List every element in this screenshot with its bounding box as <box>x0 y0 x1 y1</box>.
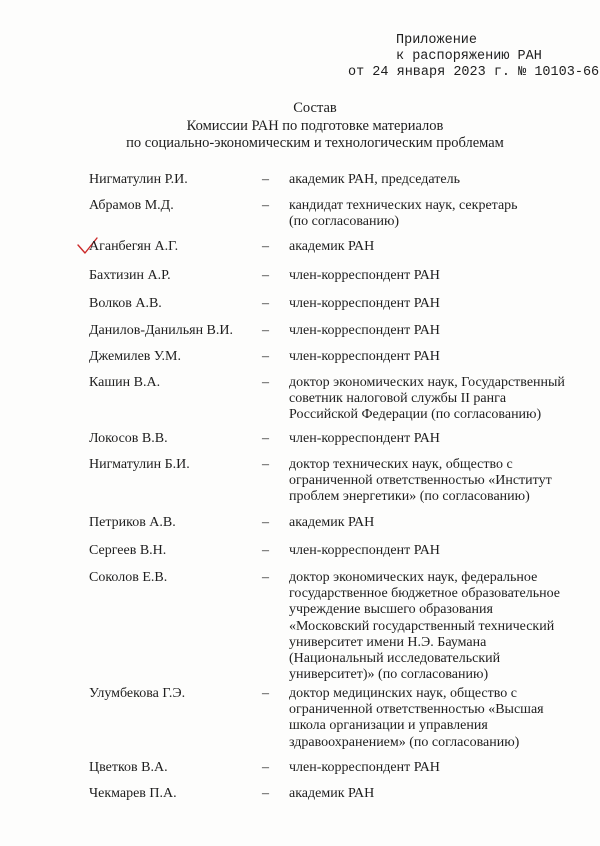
document-heading <box>100 100 530 153</box>
member-name: Бахтизин А.Р. <box>89 268 171 283</box>
member-role <box>289 786 584 802</box>
dash-separator: – <box>262 457 269 472</box>
appendix-order-date: от 24 января 2023 г. № 10103-66 <box>348 65 600 80</box>
member-role-line: академик РАН, председатель <box>289 172 460 187</box>
dash-separator: – <box>262 268 269 283</box>
dash-separator: – <box>262 431 269 446</box>
dash-separator: – <box>262 296 269 311</box>
member-role-line: Российской Федерации (по согласованию) <box>289 407 542 423</box>
member-role <box>289 543 584 559</box>
member-role-line: член-корреспондент РАН <box>289 431 440 446</box>
member-role-line: член-корреспондент РАН <box>289 349 440 364</box>
member-name: Кашин В.А. <box>89 375 161 390</box>
member-name: Петриков А.В. <box>89 515 176 530</box>
dash-separator: – <box>262 515 269 530</box>
heading-line-3: по социально-экономическим и технологическим проблемам <box>126 135 504 151</box>
heading-line-1: Состав <box>293 100 337 116</box>
member-role-line: ограниченной ответственностью «Высшая <box>289 702 544 718</box>
dash-separator: – <box>262 760 269 775</box>
member-role-line: советник налоговой службы II ранга <box>289 391 507 407</box>
dash-separator: – <box>262 375 269 390</box>
member-role <box>289 172 584 188</box>
member-name: Чекмарев П.А. <box>89 786 177 801</box>
member-name: Сергеев В.Н. <box>89 543 167 558</box>
member-role-line: здравоохранением» (по согласованию) <box>289 734 520 750</box>
member-role-line: государственное бюджетное образовательное <box>289 586 561 602</box>
member-role <box>289 296 584 312</box>
member-name: Локосов В.В. <box>89 431 168 446</box>
member-role-line: проблем энергетики» (по согласованию) <box>289 489 530 505</box>
member-role-line: член-корреспондент РАН <box>289 760 440 775</box>
member-role-line: (Национальный исследовательский <box>289 651 501 667</box>
member-role-line: университет имени Н.Э. Баумана <box>289 634 487 650</box>
member-role <box>289 760 584 776</box>
member-role <box>289 349 584 365</box>
dash-separator: – <box>262 239 269 254</box>
member-role-line: доктор медицинских наук, общество с <box>289 686 517 701</box>
member-role <box>289 570 584 683</box>
member-name: Абрамов М.Д. <box>89 198 174 213</box>
member-role-line: ограниченной ответственностью «Институт <box>289 473 552 489</box>
member-role <box>289 431 584 447</box>
member-role-line: член-корреспондент РАН <box>289 268 440 283</box>
member-role-line: кандидат технических наук, секретарь <box>289 198 518 213</box>
member-role <box>289 457 584 506</box>
member-role <box>289 323 584 339</box>
member-role-line: доктор экономических наук, федеральное <box>289 570 538 585</box>
member-role-line: член-корреспондент РАН <box>289 296 440 311</box>
member-role <box>289 375 584 424</box>
member-name: Аганбегян А.Г. <box>89 239 179 254</box>
member-name: Волков А.В. <box>89 296 162 311</box>
appendix-order-ref: к распоряжению РАН <box>396 49 542 64</box>
member-name: Цветков В.А. <box>89 760 168 775</box>
member-role-line: «Московский государственный технический <box>289 618 555 634</box>
member-name: Соколов Е.В. <box>89 570 168 585</box>
member-role-line: член-корреспондент РАН <box>289 323 440 338</box>
member-role-line: академик РАН <box>289 786 375 801</box>
member-name: Джемилев У.М. <box>89 349 181 364</box>
member-name: Данилов-Данильян В.И. <box>89 323 234 338</box>
member-name: Улумбекова Г.Э. <box>89 686 186 701</box>
member-name: Нигматулин Б.И. <box>89 457 190 472</box>
member-role-line: (по согласованию) <box>289 214 400 230</box>
member-role <box>289 515 584 531</box>
member-role-line: доктор экономических наук, Государственный <box>289 375 565 390</box>
member-role <box>289 198 584 230</box>
dash-separator: – <box>262 198 269 213</box>
dash-separator: – <box>262 349 269 364</box>
dash-separator: – <box>262 323 269 338</box>
dash-separator: – <box>262 172 269 187</box>
dash-separator: – <box>262 570 269 585</box>
dash-separator: – <box>262 786 269 801</box>
member-role-line: школа организации и управления <box>289 718 488 734</box>
heading-line-2: Комиссии РАН по подготовке материалов <box>186 117 444 134</box>
member-role-line: доктор технических наук, общество с <box>289 457 513 472</box>
member-role <box>289 239 584 255</box>
member-name: Нигматулин Р.И. <box>89 172 188 187</box>
dash-separator: – <box>262 686 269 701</box>
member-role-line: учреждение высшего образования <box>289 602 493 618</box>
member-role-line: член-корреспондент РАН <box>289 543 440 558</box>
member-role-line: университет)» (по согласованию) <box>289 667 489 683</box>
dash-separator: – <box>262 543 269 558</box>
appendix-title: Приложение <box>396 33 478 48</box>
member-role <box>289 686 584 751</box>
member-role <box>289 268 584 284</box>
member-role-line: академик РАН <box>289 515 375 530</box>
member-role-line: академик РАН <box>289 239 375 254</box>
